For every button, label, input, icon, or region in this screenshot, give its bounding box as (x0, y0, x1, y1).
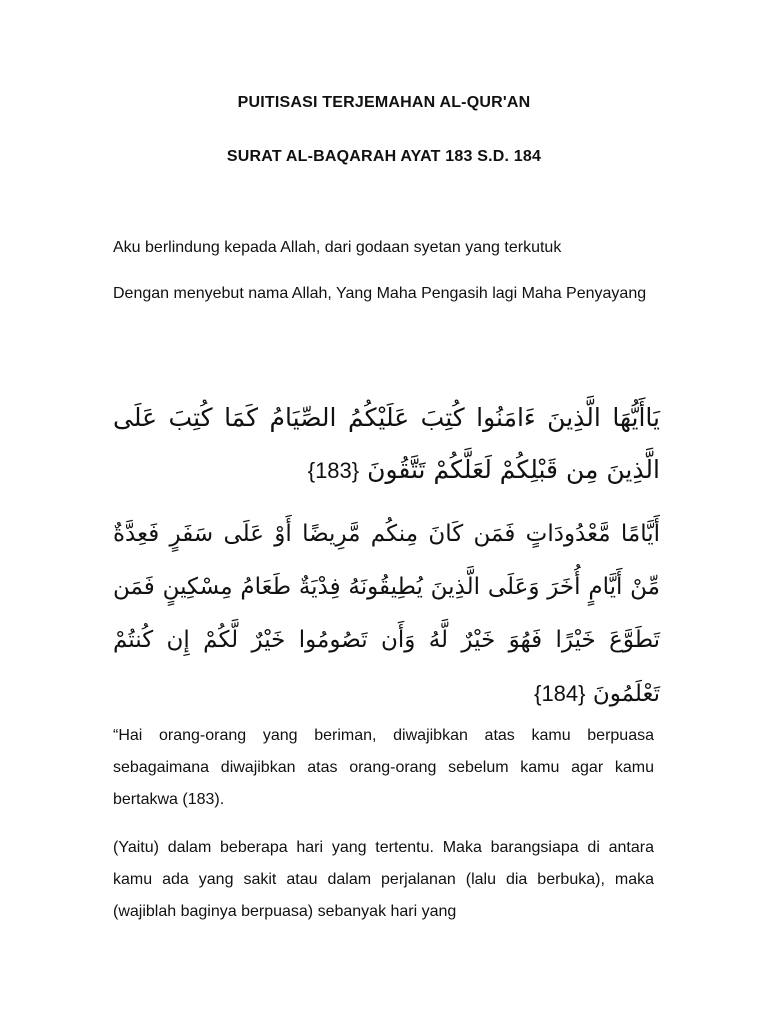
ayah-184-text: أَيَّامًا مَّعْدُودَاتٍ فَمَن كَانَ مِنكُم مَّرِيضًا أَوْ عَلَى سَفَرٍ فَعِدَّةٌ مِّنْ أَيَّامٍ أُخَرَ وَعَلَى الَّذِينَ يُطِيقُونَهُ فِدْيَةٌ طَعَامُ مِسْكِينٍ فَمَن تَطَوَّعَ خَيْرًا فَهُوَ خَيْرٌ لَّهُ وَأَن تَصُومُوا خَيْرٌ لَّكُمْ إِن كُنتُمْ تَعْلَمُونَ (113, 521, 660, 707)
ayah-183-number: {183} (307, 458, 360, 483)
taawudz-text: Aku berlindung kepada Allah, dari godaan syetan yang terkutuk (113, 239, 562, 256)
translation-184: (Yaitu) dalam beberapa hari yang tertentu. Maka barangsiapa di antara kamu ada yang sakit atau dalam perjalanan (lalu dia berbuka), maka (wajiblah baginya berpuasa) sebanyak hari yang (113, 839, 654, 920)
translation-183: “Hai orang-orang yang beriman, diwajibkan atas kamu berpuasa sebagaimana diwajibkan atas orang-orang sebelum kamu agar kamu bertakwa (183). (113, 727, 654, 808)
ayah-184-arabic (113, 508, 660, 721)
ayah-184-number: {184} (534, 681, 586, 706)
ayah-183-arabic (113, 392, 660, 497)
ayah-183-text: يَاأَيُّهَا الَّذِينَ ءَامَنُوا كُتِبَ عَلَيْكُمُ الصِّيَامُ كَمَا كُتِبَ عَلَى الَّذِينَ مِن قَبْلِكُمْ لَعَلَّكُمْ تَتَّقُونَ (113, 403, 660, 484)
document-title: PUITISASI TERJEMAHAN AL-QUR'AN (237, 94, 531, 111)
basmalah-text: Dengan menyebut nama Allah, Yang Maha Pengasih lagi Maha Penyayang (113, 285, 647, 302)
document-subtitle: SURAT AL-BAQARAH AYAT 183 S.D. 184 (226, 148, 542, 165)
